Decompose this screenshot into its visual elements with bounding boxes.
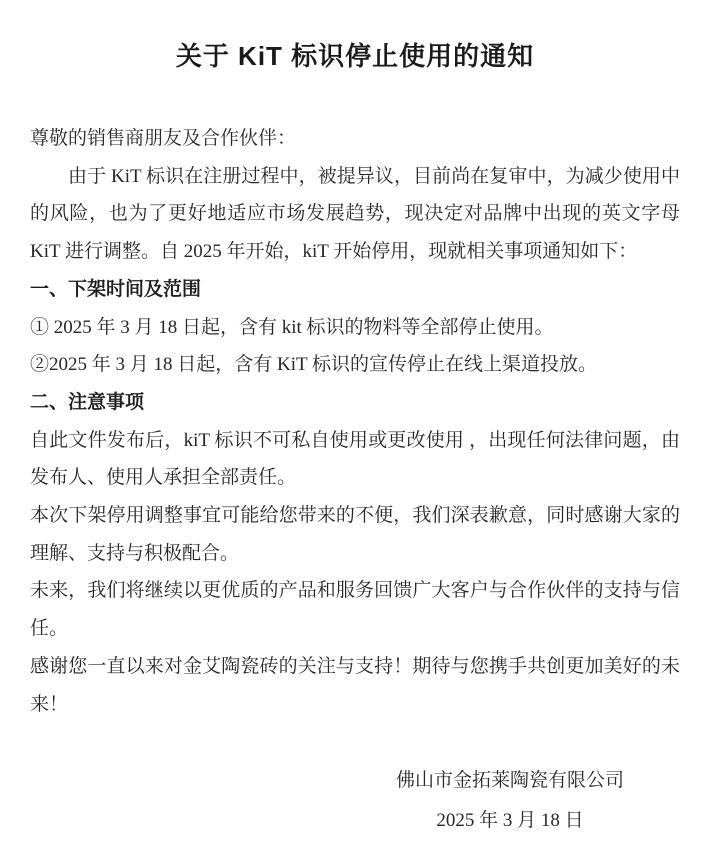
section2-paragraph-4: 感谢您一直以来对金艾陶瓷砖的关注与支持！期待与您携手共创更加美好的未来！	[30, 655, 680, 715]
section1-heading: 一、下架时间及范围	[30, 278, 202, 300]
section2-paragraph-3: 未来，我们将继续以更优质的产品和服务回馈广大客户与合作伙伴的支持与信任。	[30, 580, 680, 640]
document-body	[30, 120, 680, 723]
section2-paragraph-2: 本次下架停用调整事宜可能给您带来的不便，我们深表歉意，同时感谢大家的理解、支持与积极配合。	[30, 505, 680, 564]
salutation: 尊敬的销售商朋友及合作伙伴：	[30, 128, 297, 149]
intro-paragraph: 由于 KiT 标识在注册过程中，被提异议，目前尚在复审中，为减少使用中的风险，也为了更好地适应市场发展趋势，现决定对品牌中出现的英文字母 KiT 进行调整。自 2025 年开始，kiT 开始停用，现就相关事项通知如下：	[30, 165, 680, 263]
section1-item-2: ②2025 年 3 月 18 日起，含有 KiT 标识的宣传停止在线上渠道投放。	[30, 354, 598, 376]
section1-item-1: ① 2025 年 3 月 18 日起，含有 kit 标识的物料等全部停止使用。	[30, 316, 554, 338]
signature-block	[396, 761, 624, 841]
document-page	[0, 38, 713, 868]
signature-company: 佛山市金拓莱陶瓷有限公司	[395, 770, 624, 792]
section2-heading: 二、注意事项	[30, 391, 145, 413]
signature-date: 2025 年 3 月 18 日	[436, 810, 584, 832]
document-title: 关于 KiT 标识停止使用的通知	[175, 41, 535, 71]
section2-paragraph-1: 自此文件发布后，kiT 标识不可私自使用或更改使用 ，出现任何法律问题，由发布人、使用人承担全部责任。	[30, 429, 680, 489]
